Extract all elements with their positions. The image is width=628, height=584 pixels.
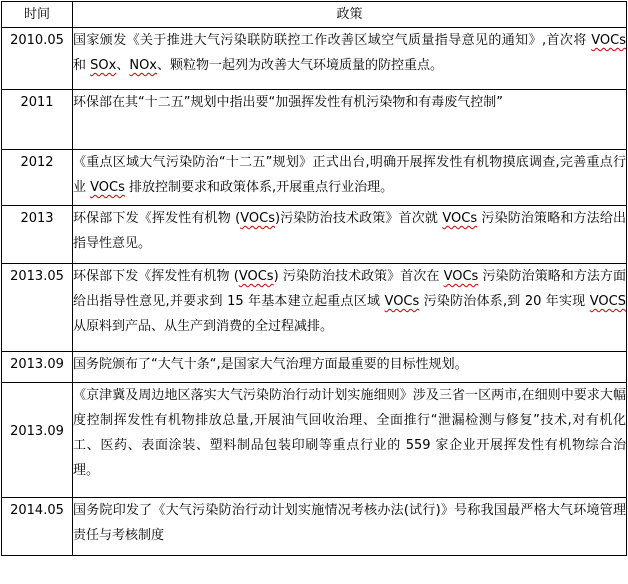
- term-text: VOCs: [90, 180, 125, 195]
- header-policy: 政策: [73, 2, 627, 28]
- term-text: VOCS: [589, 294, 626, 309]
- term-text: VOCs: [442, 211, 478, 226]
- term-text: VOCs: [238, 269, 274, 284]
- header-time: 时间: [2, 2, 73, 28]
- policy-cell: 《京津冀及周边地区落实大气污染防治行动计划实施细则》涉及三省一区两市,在细则中要求大幅度控制挥发性有机物排放总量,开展油气回收治理、全面推行“泄漏检测与修复”技术,对有机化工、医药、表面涂装、塑料制品包装印刷等重点行业的 559 家企业开展挥发性有机物综合治理。: [73, 383, 627, 498]
- table-row: [2, 498, 627, 556]
- policy-cell: 国务院印发了《大气污染防治行动计划实施情况考核办法(试行)》号称我国最严格大气环境管理责任与考核制度: [73, 498, 627, 556]
- table-row: [2, 150, 627, 206]
- term-text: NOx: [129, 58, 157, 73]
- table-row: [2, 352, 627, 383]
- term-text: VOCs: [591, 33, 626, 48]
- policy-cell: 国务院颁布了“大气十条“,是国家大气治理方面最重要的目标性规划。: [73, 352, 627, 383]
- table-row: [2, 206, 627, 264]
- time-cell: 2013.09: [2, 352, 73, 383]
- policy-cell: 《重点区域大气污染防治“十二五”规划》正式出台,明确开展挥发性有机物摸底调查,完善重点行业 VOCs 排放控制要求和政策体系,开展重点行业治理。: [73, 150, 627, 206]
- time-cell: 2013.09: [2, 383, 73, 498]
- time-cell: 2014.05: [2, 498, 73, 556]
- time-cell: 2011: [2, 90, 73, 150]
- time-cell: 2013: [2, 206, 73, 264]
- table-row: [2, 264, 627, 352]
- policy-table: [1, 1, 627, 556]
- term-text: VOCs: [384, 294, 420, 309]
- policy-cell: 环保部下发《挥发性有机物 (VOCs) 污染防治技术政策》首次在 VOCs 污染防治策略和方法方面给出指导性意见,并要求到 15 年基本建立起重点区域 VOCs 污染防治体系,到 20 年实现 VOCS 从原料到产品、从生产到消费的全过程减排。: [73, 264, 627, 352]
- table-row: [2, 90, 627, 150]
- time-cell: 2013.05: [2, 264, 73, 352]
- table-row: [2, 28, 627, 90]
- policy-cell: 环保部在其“十二五”规划中指出要“加强挥发性有机污染物和有毒废气控制”: [73, 90, 627, 150]
- term-text: SOx: [90, 58, 117, 73]
- term-text: VOCs: [443, 269, 479, 284]
- table-row: [2, 383, 627, 498]
- policy-cell: 国家颁发《关于推进大气污染联防联控工作改善区域空气质量指导意见的通知》,首次将 VOCs 和 SOx、NOx、颗粒物一起列为改善大气环境质量的防控重点。: [73, 28, 627, 90]
- header-row: [2, 2, 627, 28]
- policy-cell: 环保部下发《挥发性有机物 (VOCs)污染防治技术政策》首次就 VOCs 污染防治策略和方法给出指导性意见。: [73, 206, 627, 264]
- time-cell: 2012: [2, 150, 73, 206]
- time-cell: 2010.05: [2, 28, 73, 90]
- term-text: VOCs: [240, 211, 275, 226]
